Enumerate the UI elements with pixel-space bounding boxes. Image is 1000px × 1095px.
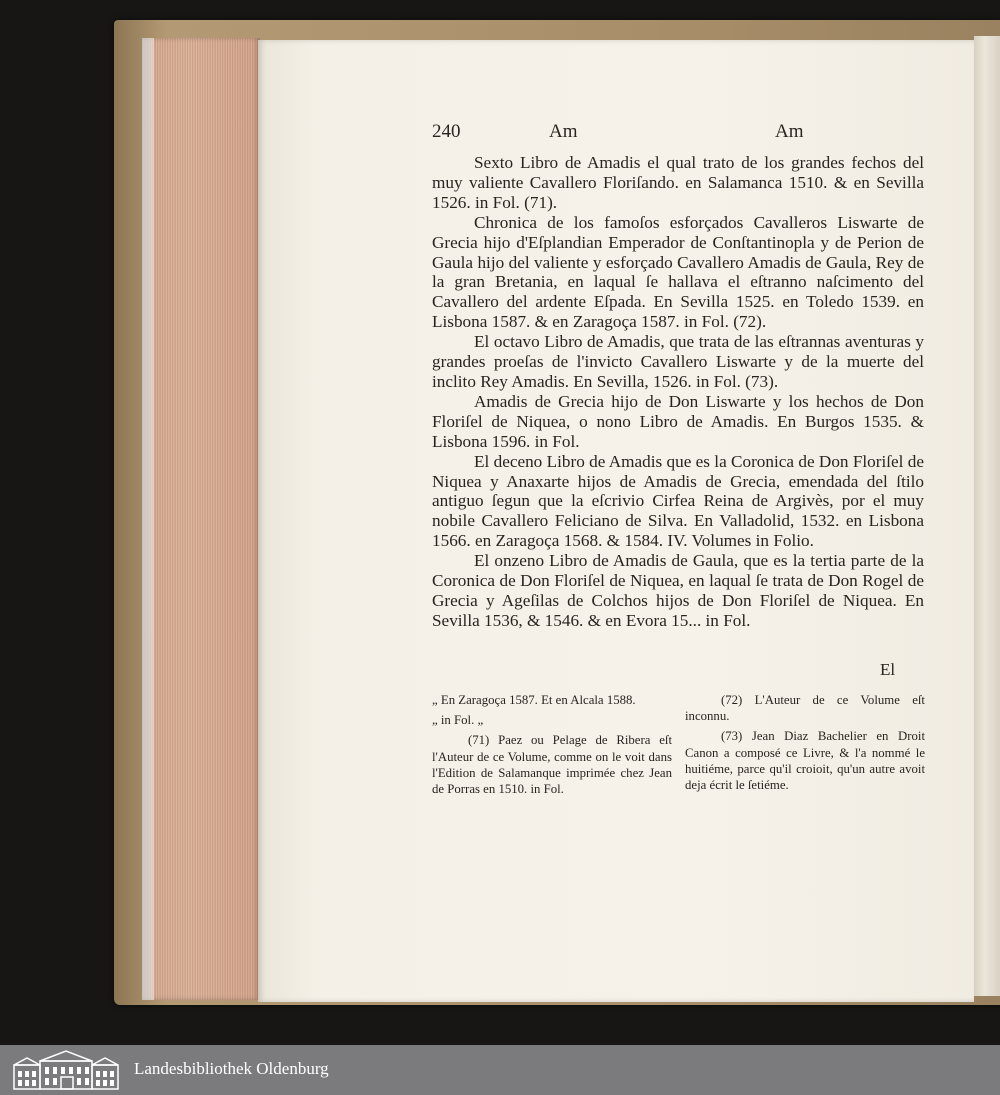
footnotes-right (685, 692, 925, 797)
footnote: „ in Fol. „ (432, 713, 484, 728)
footnotes-left (432, 692, 672, 801)
paragraph: El onzeno Libro de Amadis de Gaula, que es la tertia parte de la Coronica de Don Floriſel de Niquea, en laqual ſe trata de Don Rogel de Grecia y Ageſilas de Colchos hijos de Don Floriſel de Niquea. En Sevilla 1536, & 1546. & en Evora 15... in Fol. (432, 551, 924, 630)
page-edges (142, 38, 260, 1000)
paragraph: Sexto Libro de Amadis el qual trato de los grandes fechos del muy valiente Cavallero Floriſando. en Salamanca 1510. & en Sevilla 1526. in Fol. (71). (432, 153, 924, 212)
institution-name: Landesbibliothek Oldenburg (134, 1059, 329, 1078)
page-number: 240 (432, 121, 461, 142)
footnote: (72) L'Auteur de ce Volume eſt inconnu. (685, 693, 925, 724)
footnote: (71) Paez ou Pelage de Ribera eſt l'Auteur de ce Volume, comme on le voit dans l'Edition de Salamanque imprimée chez Jean de Porras en 1510. in Fol. (432, 733, 672, 797)
paragraph: El deceno Libro de Amadis que es la Coronica de Don Floriſel de Niquea y Anaxarte hijos de Amadis de Grecia, emendada del ſtilo antiguo ſegun que la eſcrivio Cirfea Reina de Argivès, por el muy nobile Cavallero Feliciano de Silva. En Valladolid, 1532. en Lisbona 1566. en Zaragoça 1568. & 1584. IV. Volumes in Folio. (432, 451, 924, 551)
footnote: „ En Zaragoça 1587. Et en Alcala 1588. (432, 693, 636, 707)
library-building-logo-icon (8, 1049, 124, 1091)
footnote: (73) Jean Diaz Bachelier en Droit Canon a composé ce Livre, & l'a nommé le huitiéme, parce qu'il croioit, qu'un autre avoit deja écrit le ſetiéme. (685, 729, 925, 793)
library-footer-bar (0, 1045, 1000, 1095)
body-text (432, 153, 924, 631)
paragraph: Amadis de Grecia hijo de Don Liswarte y los hechos de Don Floriſel de Niquea, o nono Libro de Amadis. En Burgos 1535. & Lisbona 1596. in Fol. (432, 391, 924, 451)
running-head-left: Am (549, 121, 578, 142)
catchword: El (880, 660, 896, 679)
running-header (432, 121, 927, 151)
paragraph: Chronica de los famoſos esforçados Cavalleros Liswarte de Grecia hijo d'Eſplandian Emperador de Conſtantinopla y de Perion de Gaula hijo del valiente y esforçado Cavallero Amadis de Gaula, Rey de la gran Bretania, en laqual ſe hallava el eſtranno naſcimento del Cavallero del ardente Eſpada. En Sevilla 1525. en Toledo 1539. en Lisbona 1587. & en Zaragoça 1587. in Fol. (72). (432, 212, 924, 332)
paragraph: El octavo Libro de Amadis, que trata de las eſtrannas aventuras y grandes proeſas de l'invicto Cavallero Liswarte y de la muerte del inclito Rey Amadis. En Sevilla, 1526. in Fol. (73). (432, 332, 924, 391)
running-head-right: Am (775, 121, 804, 142)
facing-page-edge (974, 36, 1000, 996)
